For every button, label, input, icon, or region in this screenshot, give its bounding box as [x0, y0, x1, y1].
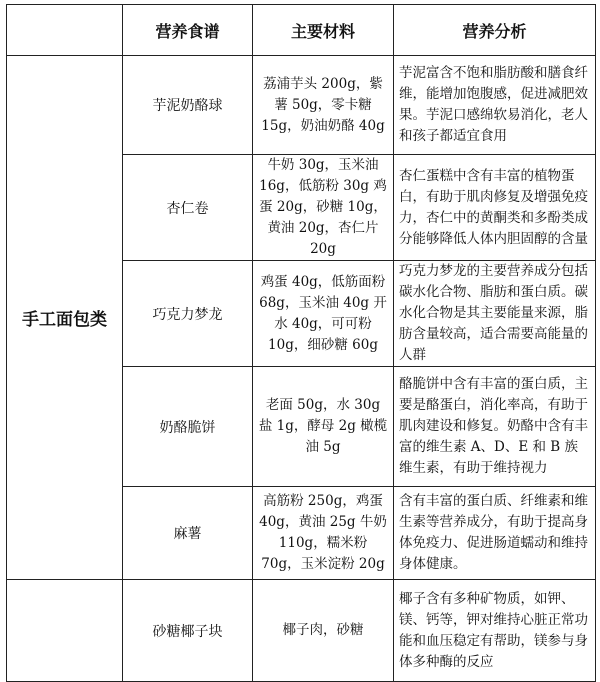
analysis-cell: 杏仁蛋糕中含有丰富的植物蛋白，有助于肌肉修复及增强免疫力，杏仁中的黄酮类和多酚类成分能够降低人体内胆固醇的含量: [394, 155, 596, 261]
materials-cell: 鸡蛋 40g，低筋面粉 68g，玉米油 40g 开水 40g，可可粉 10g，细砂糖 60g: [253, 261, 394, 367]
header-empty: [7, 5, 123, 56]
analysis-cell: 含有丰富的蛋白质、纤维素和维生素等营养成分，有助于提高身体免疫力、促进肠道蠕动和维持身体健康。: [394, 487, 596, 580]
header-analysis: 营养分析: [394, 5, 596, 56]
recipe-name: 巧克力梦龙: [123, 261, 253, 367]
materials-cell: 老面 50g，水 30g 盐 1g，酵母 2g 橄榄油 5g: [253, 367, 394, 487]
category-cell: 手工面包类: [7, 56, 123, 580]
empty-category-cell: [7, 580, 123, 682]
analysis-cell: 酪脆饼中含有丰富的蛋白质，主要是酪蛋白，消化率高，有助于肌肉建设和修复。奶酪中含有丰富的维生素 A、D、E 和 B 族维生素，有助于维持视力: [394, 367, 596, 487]
header-materials: 主要材料: [253, 5, 394, 56]
materials-cell: 荔浦芋头 200g，紫薯 50g，零卡糖 15g，奶油奶酪 40g: [253, 56, 394, 155]
recipe-name: 砂糖椰子块: [123, 580, 253, 682]
table-row: [7, 56, 596, 155]
analysis-cell: 芋泥富含不饱和脂肪酸和膳食纤维，能增加饱腹感，促进减肥效果。芋泥口感绵软易消化，老人和孩子都适宜食用: [394, 56, 596, 155]
table-row: [7, 580, 596, 682]
recipe-name: 芋泥奶酪球: [123, 56, 253, 155]
materials-cell: 椰子肉，砂糖: [253, 580, 394, 682]
recipe-table: [6, 4, 596, 682]
recipe-name: 麻薯: [123, 487, 253, 580]
materials-cell: 牛奶 30g，玉米油 16g，低筋粉 30g 鸡蛋 20g，砂糖 10g，黄油 20g，杏仁片 20g: [253, 155, 394, 261]
analysis-cell: 巧克力梦龙的主要营养成分包括碳水化合物、脂肪和蛋白质。碳水化合物是其主要能量来源，脂肪含量较高，适合需要高能量的人群: [394, 261, 596, 367]
recipe-name: 奶酪脆饼: [123, 367, 253, 487]
header-recipe: 营养食谱: [123, 5, 253, 56]
materials-cell: 高筋粉 250g，鸡蛋 40g，黄油 25g 牛奶 110g，糯米粉 70g，玉米淀粉 20g: [253, 487, 394, 580]
analysis-cell: 椰子含有多种矿物质，如钾、镁、钙等，钾对维持心脏正常功能和血压稳定有帮助，镁参与身体多种酶的反应: [394, 580, 596, 682]
recipe-name: 杏仁卷: [123, 155, 253, 261]
header-row: [7, 5, 596, 56]
